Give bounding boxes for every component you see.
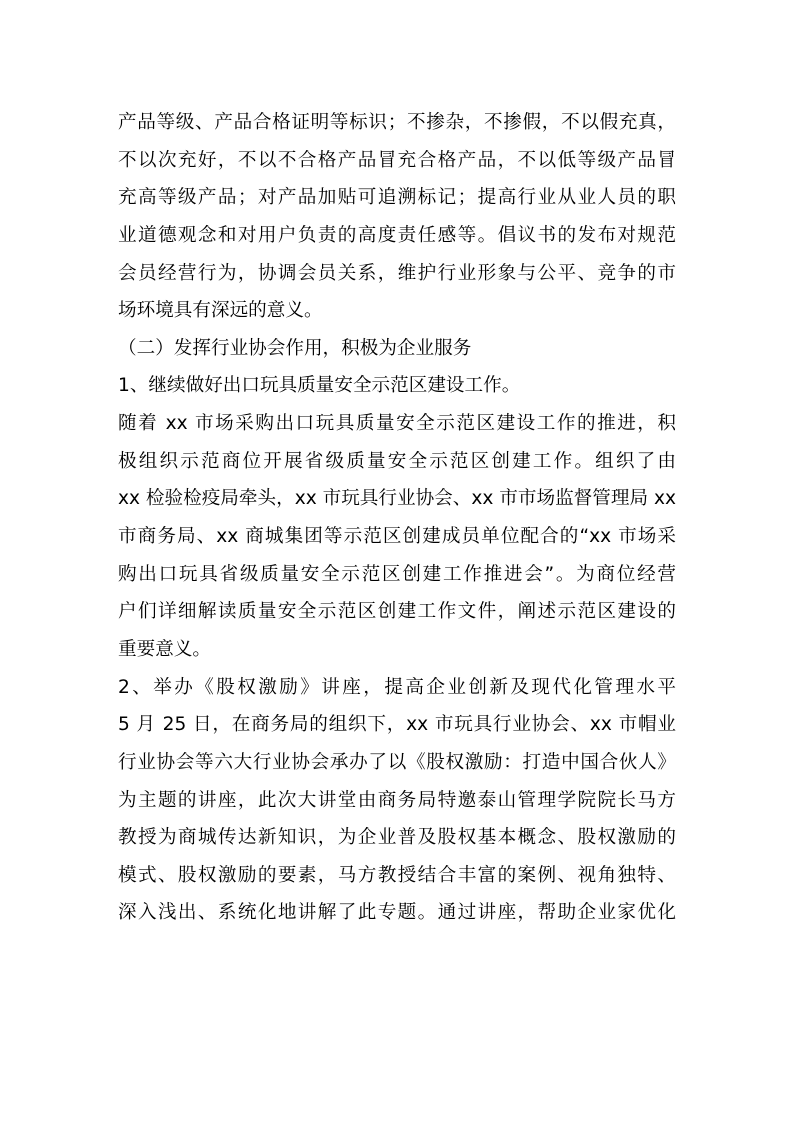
text-line: 会员经营行为，协调会员关系，维护行业形象与公平、竞争的市 — [118, 262, 676, 284]
subsection-heading: 2、举办《股权激励》讲座，提高企业创新及现代化管理水平 — [118, 676, 676, 698]
text-line: 购出口玩具省级质量安全示范区创建工作推进会”。为商位经营 — [118, 563, 676, 585]
text-line: 5 月 25 日，在商务局的组织下，xx 市玩具行业协会、xx 市帽业 — [118, 714, 676, 736]
text-line: 为主题的讲座，此次大讲堂由商务局特邀泰山管理学院院长马方 — [118, 789, 676, 811]
text-line: xx 检验检疫局牵头，xx 市玩具行业协会、xx 市市场监督管理局 xx — [118, 488, 676, 510]
text-line: 产品等级、产品合格证明等标识；不掺杂，不掺假，不以假充真， — [118, 112, 676, 133]
text-line: 户们详细解读质量安全示范区创建工作文件，阐述示范区建设的 — [118, 601, 676, 623]
document-body — [118, 104, 676, 932]
text-line: 随着 xx 市场采购出口玩具质量安全示范区建设工作的推进，积 — [118, 413, 676, 435]
text-line: 不以次充好，不以不合格产品冒充合格产品，不以低等级产品冒 — [118, 149, 676, 171]
text-line: 市商务局、xx 商城集团等示范区创建成员单位配合的“xx 市场采 — [118, 526, 676, 548]
text-line: 充高等级产品；对产品加贴可追溯标记；提高行业从业人员的职 — [118, 187, 676, 209]
text-line: 极组织示范商位开展省级质量安全示范区创建工作。组织了由 — [118, 450, 676, 472]
text-line: 业道德观念和对用户负责的高度责任感等。倡议书的发布对规范 — [118, 224, 676, 246]
subsection-heading: 1、继续做好出口玩具质量安全示范区建设工作。 — [118, 375, 521, 397]
text-line: 重要意义。 — [118, 638, 211, 660]
text-line: 场环境具有深远的意义。 — [118, 300, 323, 322]
text-line: 行业协会等六大行业协会承办了以《股权激励：打造中国合伙人》 — [118, 751, 676, 773]
section-heading: （二）发挥行业协会作用，积极为企业服务 — [118, 337, 472, 359]
text-line: 模式、股权激励的要素，马方教授结合丰富的案例、视角独特、 — [118, 864, 676, 886]
text-line: 教授为商城传达新知识，为企业普及股权基本概念、股权激励的 — [118, 827, 676, 849]
text-line: 深入浅出、系统化地讲解了此专题。通过讲座，帮助企业家优化 — [118, 902, 676, 924]
